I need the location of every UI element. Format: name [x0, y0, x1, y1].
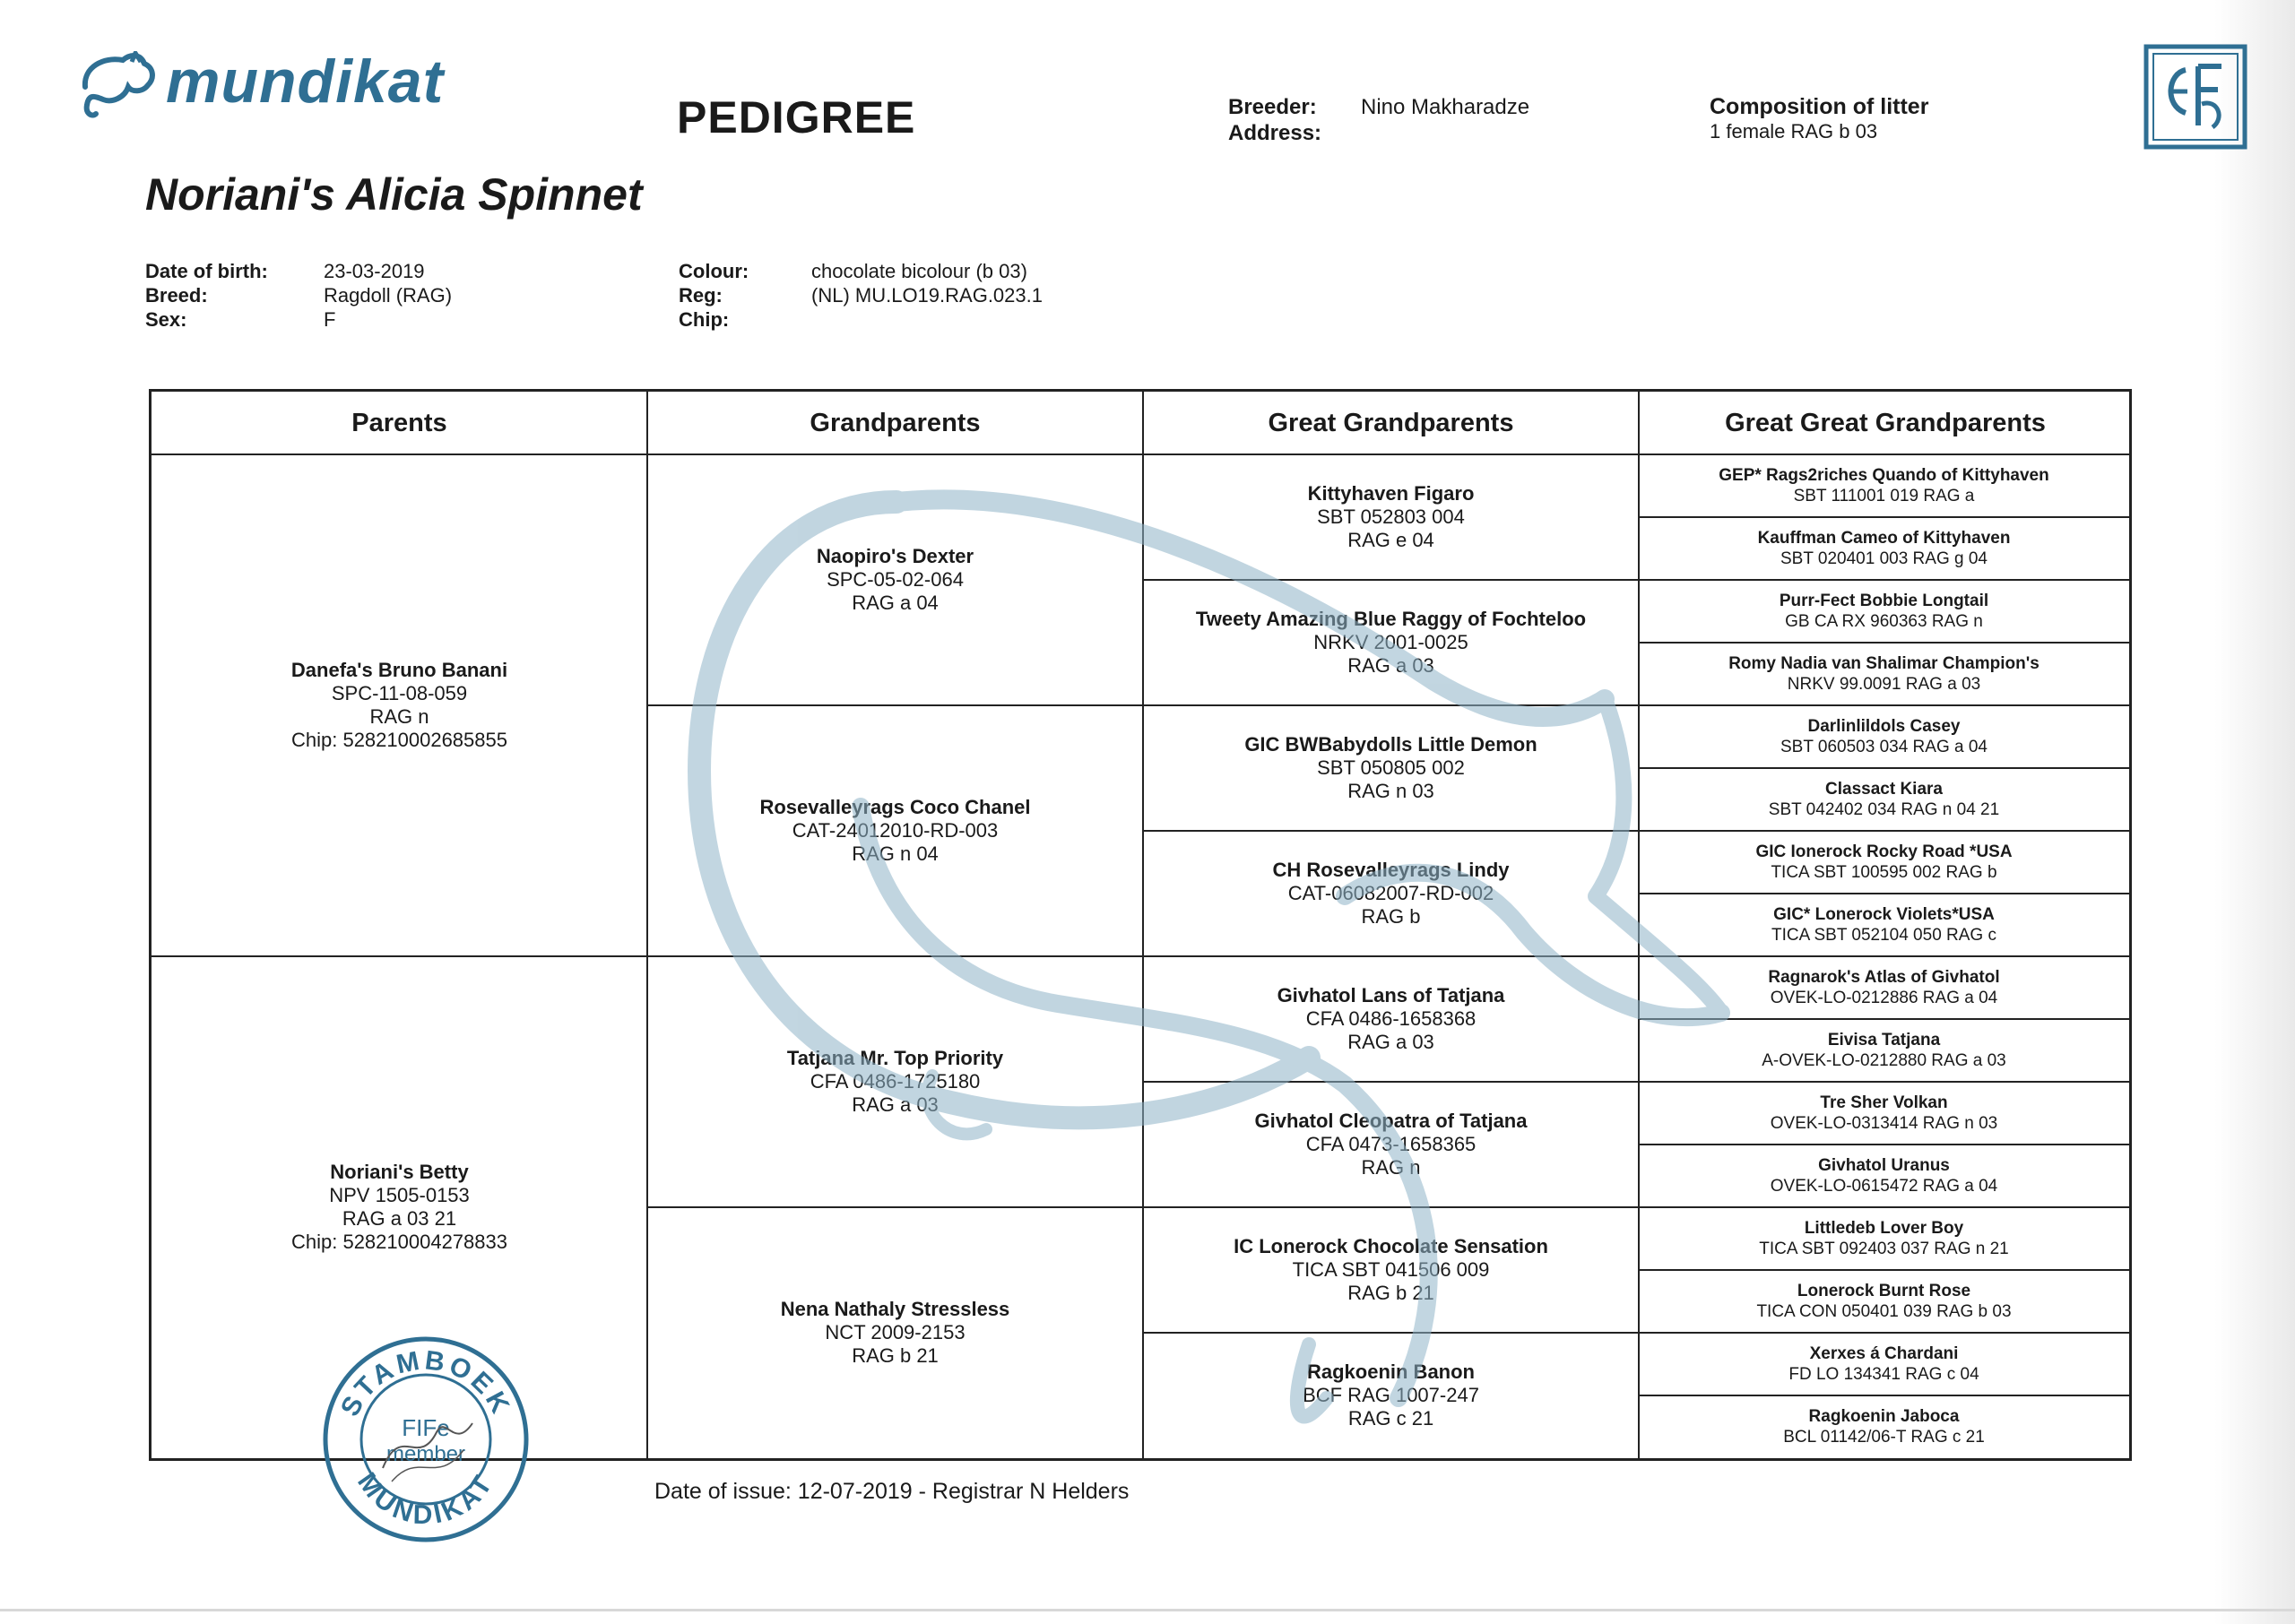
great-great-grandparent-cell — [1639, 517, 2129, 580]
breeder-value: Nino Makharadze — [1361, 95, 1530, 119]
great-great-grandparent-cell — [1639, 1270, 2129, 1333]
sex-value: F — [324, 308, 336, 331]
grandparent-detail: CAT-24012010-RD-003 — [792, 819, 999, 842]
logo-text: mundikat — [166, 48, 445, 116]
grandparent-cell — [647, 1207, 1143, 1458]
svg-text:MUNDIKAT — [351, 1467, 499, 1530]
parent-detail: SPC-11-08-059 — [331, 682, 468, 704]
great-great-grandparent-name: Classact Kiara — [1825, 780, 1943, 799]
grandparent-detail: CFA 0486-1725180 — [810, 1070, 981, 1093]
parent-name: Noriani's Betty — [330, 1161, 469, 1183]
great-grandparent-name: Kittyhaven Figaro — [1307, 482, 1475, 505]
great-great-grandparent-cell — [1639, 894, 2129, 956]
address-label: Address: — [1228, 121, 1322, 145]
great-great-grandparent-registration: OVEK-LO-0212886 RAG a 04 — [1770, 989, 1998, 1007]
grandparent-name: Tatjana Mr. Top Priority — [786, 1047, 1004, 1069]
great-grandparent-detail: RAG n 03 — [1347, 780, 1434, 802]
great-great-grandparent-cell — [1639, 1333, 2129, 1395]
great-great-grandparent-cell — [1639, 831, 2129, 894]
great-grandparent-cell — [1143, 454, 1639, 580]
dob-label: Date of birth: — [145, 260, 268, 282]
great-great-grandparent-name: Purr-Fect Bobbie Longtail — [1779, 592, 1989, 610]
great-great-grandparent-registration: TICA SBT 100595 002 RAG b — [1771, 863, 1997, 882]
mundikat-logo — [76, 47, 471, 127]
grandparent-detail: RAG b 21 — [852, 1344, 939, 1367]
great-grandparent-cell — [1143, 1207, 1639, 1333]
colour-value: chocolate bicolour (b 03) — [811, 260, 1027, 282]
stamp-middle-1: FIFe — [402, 1414, 450, 1441]
great-great-grandparent-registration: SBT 020401 003 RAG g 04 — [1780, 549, 1988, 568]
parent-detail: Chip: 528210002685855 — [290, 729, 507, 751]
great-grandparent-cell — [1143, 1333, 1639, 1458]
great-grandparent-detail: CFA 0473-1658365 — [1305, 1133, 1477, 1155]
great-grandparent-name: GIC BWBabydolls Little Demon — [1244, 733, 1537, 756]
great-great-grandparent-cell — [1639, 580, 2129, 643]
great-grandparent-detail: RAG c 21 — [1347, 1407, 1434, 1430]
great-grandparent-name: Ragkoenin Banon — [1306, 1361, 1475, 1383]
great-grandparent-detail: TICA SBT 041506 009 — [1292, 1258, 1490, 1281]
details-labels-left — [145, 259, 268, 332]
great-great-grandparent-registration: SBT 111001 019 RAG a — [1793, 487, 1975, 505]
great-great-grandparent-registration: SBT 060503 034 RAG a 04 — [1780, 738, 1988, 756]
great-great-grandparent-name: Xerxes á Chardani — [1809, 1344, 1959, 1363]
great-great-grandparent-registration: TICA SBT 052104 050 RAG c — [1771, 926, 1996, 945]
great-great-grandparent-name: GEP* Rags2riches Quando of Kittyhaven — [1719, 466, 2049, 485]
great-great-grandparent-cell — [1639, 1145, 2129, 1207]
chip-label: Chip: — [679, 308, 730, 331]
great-grandparent-detail: SBT 052803 004 — [1317, 505, 1465, 528]
cat-logo-icon — [76, 51, 159, 123]
great-great-grandparent-registration: GB CA RX 960363 RAG n — [1785, 612, 1983, 631]
breeder-label: Breeder: — [1228, 95, 1317, 119]
great-great-grandparent-name: GIC* Lonerock Violets*USA — [1773, 905, 1995, 924]
great-grandparent-detail: RAG a 03 — [1347, 1031, 1434, 1053]
breed-label: Breed: — [145, 284, 208, 307]
great-great-grandparent-name: Eivisa Tatjana — [1827, 1031, 1941, 1050]
stamboek-stamp — [320, 1334, 532, 1545]
stamp-icon — [320, 1334, 532, 1545]
parent-detail: RAG a 03 21 — [342, 1207, 457, 1230]
header-great-grandparents: Great Grandparents — [1268, 408, 1514, 437]
cat-name: Noriani's Alicia Spinnet — [145, 169, 643, 220]
great-grandparent-detail: SBT 050805 002 — [1317, 756, 1465, 779]
great-great-grandparent-name: Ragnarok's Atlas of Givhatol — [1768, 968, 2000, 987]
great-great-grandparent-registration: TICA CON 050401 039 RAG b 03 — [1756, 1302, 2012, 1321]
grandparent-detail: RAG n 04 — [852, 842, 939, 865]
details-values-right — [811, 259, 1043, 307]
litter-composition — [1710, 94, 1928, 143]
stamp-bottom-text: MUNDIKAT — [351, 1467, 500, 1531]
parent-detail: Chip: 528210004278833 — [290, 1231, 507, 1253]
great-great-grandparent-registration: TICA SBT 092403 037 RAG n 21 — [1759, 1240, 2009, 1258]
great-great-grandparent-registration: BCL 01142/06-T RAG c 21 — [1783, 1428, 1985, 1447]
great-grandparent-detail: CAT-06082007-RD-002 — [1287, 882, 1494, 904]
pedigree-table — [149, 389, 2132, 1461]
great-great-grandparent-registration: OVEK-LO-0313414 RAG n 03 — [1770, 1114, 1998, 1133]
great-great-grandparent-registration: A-OVEK-LO-0212880 RAG a 03 — [1762, 1051, 2006, 1070]
grandparent-detail: RAG a 04 — [852, 592, 939, 614]
reg-value: (NL) MU.LO19.RAG.023.1 — [811, 284, 1043, 307]
page-edge-shadow — [2214, 0, 2295, 1624]
grandparent-name: Nena Nathaly Stressless — [780, 1298, 1010, 1320]
issue-date: Date of issue: 12-07-2019 - Registrar N Helders — [654, 1479, 1130, 1504]
great-great-grandparent-cell — [1639, 454, 2129, 517]
great-great-grandparent-cell — [1639, 1395, 2129, 1458]
great-grandparent-cell — [1143, 1082, 1639, 1207]
svg-text:STAMBOEK — [335, 1345, 516, 1421]
grandparent-cell — [647, 454, 1143, 705]
grandparent-name: Rosevalleyrags Coco Chanel — [759, 796, 1031, 818]
header-grandparents: Grandparents — [810, 408, 981, 437]
grandparent-detail: SPC-05-02-064 — [827, 568, 964, 591]
great-great-grandparent-cell — [1639, 1019, 2129, 1082]
details-labels-right — [679, 259, 749, 332]
sex-label: Sex: — [145, 308, 187, 331]
great-great-grandparent-name: Lonerock Burnt Rose — [1797, 1282, 1971, 1300]
great-grandparent-detail: RAG a 03 — [1347, 654, 1434, 677]
great-great-grandparent-cell — [1639, 705, 2129, 768]
parent-cell — [152, 454, 647, 956]
breed-value: Ragdoll (RAG) — [324, 284, 453, 307]
great-great-grandparent-name: Givhatol Uranus — [1818, 1156, 1950, 1175]
grandparent-detail: NCT 2009-2153 — [825, 1321, 966, 1343]
great-great-grandparent-cell — [1639, 1082, 2129, 1145]
great-grandparent-detail: NRKV 2001-0025 — [1313, 631, 1468, 653]
document-title: PEDIGREE — [677, 92, 916, 143]
great-great-grandparent-cell — [1639, 956, 2129, 1019]
colour-label: Colour: — [679, 260, 749, 282]
great-grandparent-detail: RAG n — [1361, 1156, 1421, 1179]
great-great-grandparent-name: Littledeb Lover Boy — [1804, 1219, 1964, 1238]
great-great-grandparent-registration: OVEK-LO-0615472 RAG a 04 — [1770, 1177, 1998, 1196]
great-great-grandparent-name: Ragkoenin Jaboca — [1808, 1407, 1960, 1426]
parent-detail: RAG n — [369, 705, 429, 728]
grandparent-cell — [647, 705, 1143, 956]
great-great-grandparent-registration: NRKV 99.0091 RAG a 03 — [1787, 675, 1981, 694]
great-grandparent-cell — [1143, 705, 1639, 831]
parent-name: Danefa's Bruno Banani — [290, 659, 508, 681]
header-great-great-grandparents: Great Great Grandparents — [1725, 408, 2046, 437]
great-great-grandparent-name: Tre Sher Volkan — [1820, 1093, 1948, 1112]
litter-title: Composition of litter — [1710, 94, 1929, 119]
great-grandparent-name: CH Rosevalleyrags Lindy — [1272, 859, 1510, 881]
dob-value: 23-03-2019 — [324, 260, 425, 282]
great-great-grandparent-name: Romy Nadia van Shalimar Champion's — [1728, 654, 2040, 673]
great-grandparent-name: Givhatol Lans of Tatjana — [1277, 984, 1505, 1006]
grandparent-detail: RAG a 03 — [852, 1093, 939, 1116]
fife-logo-icon — [2143, 43, 2248, 151]
great-grandparent-name: Givhatol Cleopatra of Tatjana — [1254, 1110, 1528, 1132]
great-grandparent-detail: RAG b — [1361, 905, 1421, 928]
breeder-info — [1228, 94, 1529, 146]
parent-detail: NPV 1505-0153 — [329, 1184, 470, 1206]
great-great-grandparent-registration: SBT 042402 034 RAG n 04 21 — [1768, 800, 2000, 819]
great-grandparent-name: Tweety Amazing Blue Raggy of Fochteloo — [1195, 608, 1587, 630]
great-great-grandparent-cell — [1639, 643, 2129, 705]
grandparent-name: Naopiro's Dexter — [816, 545, 974, 567]
great-grandparent-cell — [1143, 580, 1639, 705]
great-great-grandparent-name: Darlinlildols Casey — [1807, 717, 1961, 736]
great-grandparent-cell — [1143, 956, 1639, 1082]
stamp-top-text: STAMBOEK — [334, 1345, 517, 1421]
header-parents: Parents — [351, 408, 447, 437]
great-grandparent-cell — [1143, 831, 1639, 956]
great-grandparent-detail: RAG e 04 — [1347, 529, 1434, 551]
great-grandparent-name: IC Lonerock Chocolate Sensation — [1234, 1235, 1548, 1257]
fife-logo — [2143, 43, 2248, 151]
great-great-grandparent-name: Kauffman Cameo of Kittyhaven — [1757, 529, 2011, 548]
great-grandparent-detail: CFA 0486-1658368 — [1305, 1007, 1477, 1030]
great-grandparent-detail: BCF RAG 1007-247 — [1303, 1384, 1479, 1406]
grandparent-cell — [647, 956, 1143, 1207]
stamp-middle-2: member — [385, 1442, 466, 1466]
great-great-grandparent-name: GIC Ionerock Rocky Road *USA — [1755, 842, 2013, 861]
litter-value: 1 female RAG b 03 — [1710, 120, 1878, 143]
great-great-grandparent-cell — [1639, 768, 2129, 831]
reg-label: Reg: — [679, 284, 723, 307]
great-grandparent-detail: RAG b 21 — [1347, 1282, 1434, 1304]
page-bottom-edge — [0, 1609, 2295, 1611]
great-great-grandparent-cell — [1639, 1207, 2129, 1270]
great-great-grandparent-registration: FD LO 134341 RAG c 04 — [1788, 1365, 1979, 1384]
details-values-left — [324, 259, 452, 332]
